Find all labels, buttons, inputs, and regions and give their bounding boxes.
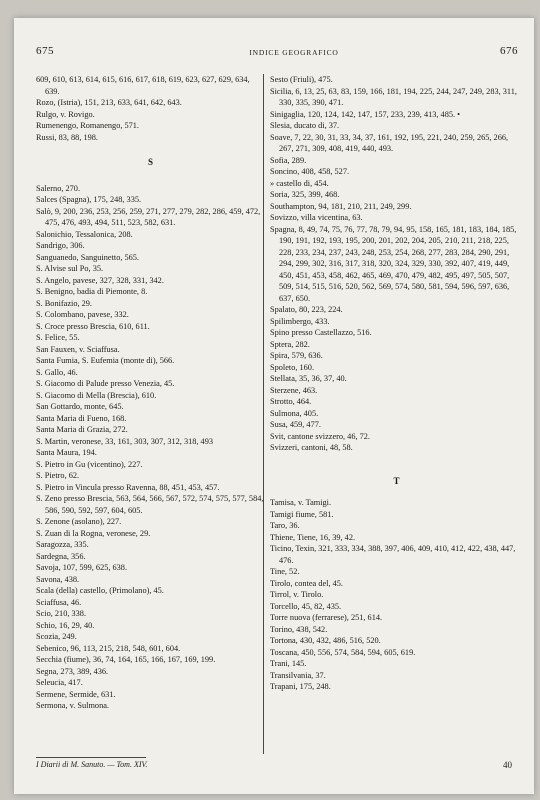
index-entry: S. Martin, veronese, 33, 161, 303, 307, 312, 318, 493 [36, 436, 213, 446]
index-entry: Toscana, 450, 556, 574, 584, 594, 605, 619. [270, 647, 416, 657]
index-entry: Trapani, 175, 248. [270, 682, 331, 691]
index-entry: Sebenico, 96, 113, 215, 218, 548, 601, 604. [36, 643, 181, 653]
page-number-right: 676 [500, 45, 518, 57]
index-entry: Spagna, 8, 49, 74, 75, 76, 77, 78, 79, 94, 95, 158, 165, 181, 183, 184, 185, 190, 191, 192, 193, 195, 200, 201, 202, 204, 205, 210, 211, 218, 225, 228, 233, 234, 237, 243, 248, 253, 254, 268, 277, 283, 284, 290, 291, 294, 299, 302, 316, 317, 318, 320, 324, 329, 330, 392, 407, 419, 449, 450, 451, 453, 458, 462, 465, 469, 470, 479, 482, 495, 497, 505, 507, 509, 514, 515, 516, 520, 562, 569, 574, 580, 581, 594, 596, 597, 636, 637, 650. [270, 224, 517, 303]
index-entry: Sicilia, 6, 13, 25, 63, 83, 159, 166, 181, 194, 225, 244, 247, 249, 283, 311, 330, 335, 390, 471. [270, 86, 517, 107]
index-entry: Sandrigo, 306. [36, 241, 85, 250]
index-entry: San Gottardo, monte, 645. [36, 402, 124, 411]
index-entry: San Fauxen, v. Sciaffusa. [36, 344, 120, 354]
index-entry: S. Gallo, 46. [36, 367, 78, 377]
index-entry: Sterzene, 463. [270, 385, 318, 395]
index-entry: S. Benigno, badia di Piemonte, 8. [36, 287, 148, 296]
index-entry: S. Pietro in Vincula presso Ravenna, 88, 451, 453, 457. [36, 482, 220, 492]
index-entry: » castello di, 454. [270, 178, 329, 188]
index-entry: Tamigi fiume, 581. [270, 509, 334, 519]
footer-note: I Diarii di M. Sanuto. — Tom. XIV. [36, 760, 148, 769]
section-letter: T [393, 475, 401, 486]
running-title: INDICE GEOGRAFICO [249, 48, 339, 57]
index-entry: Strotto, 464. [270, 397, 312, 406]
index-entry: Tine, 52. [270, 567, 300, 576]
index-entry: Torino, 438, 542. [270, 624, 328, 634]
index-column-right [270, 74, 524, 693]
index-entry: Tirolo, contea del, 45. [270, 578, 343, 588]
index-entry: Santa Maura, 194. [36, 448, 97, 457]
index-entry: Sardegna, 356. [36, 551, 86, 561]
index-entry: Torre nuova (ferrarese), 251, 614. [270, 613, 383, 622]
index-entry: Soria, 325, 399, 468. [270, 190, 340, 199]
index-entry: Ticino, Texin, 321, 333, 334, 388, 397, 406, 409, 410, 412, 422, 438, 447, 476. [270, 544, 516, 565]
index-entry: Russi, 83, 88, 198. [36, 132, 99, 142]
index-entry: Scala (della) castello, (Primolano), 45. [36, 586, 164, 595]
index-entry: Santa Fumia, S. Eufemia (monte di), 566. [36, 356, 175, 365]
index-entry: Sanguanedo, Sanguinetto, 565. [36, 252, 140, 262]
index-entry: Stellata, 35, 36, 37, 40. [270, 374, 347, 383]
index-entry: Spira, 579, 636. [270, 351, 323, 360]
index-entry: S. Croce presso Brescia, 610, 611. [36, 321, 150, 331]
index-entry: Seleucia, 417. [36, 678, 83, 687]
index-entry: Savoja, 107, 599, 625, 638. [36, 563, 128, 572]
index-entry: S. Colombano, pavese, 332. [36, 310, 129, 319]
index-entry: S. Bonifazio, 29. [36, 298, 92, 308]
index-entry: Tirrol, v. Tirolo. [270, 590, 324, 599]
index-entry: Sofia, 289. [270, 155, 307, 165]
index-entry: 609, 610, 613, 614, 615, 616, 617, 618, 619, 623, 627, 629, 634, 639. [36, 75, 250, 96]
index-entry: Thiene, Tiene, 16, 39, 42. [270, 532, 356, 542]
index-entry: Soave, 7, 22, 30, 31, 33, 34, 37, 161, 192, 195, 221, 240, 259, 265, 266, 267, 271, 309, 408, 419, 440, 493. [270, 132, 509, 153]
index-entry: Sermene, Sermide, 631. [36, 689, 116, 699]
index-entry: Rozo, (Istria), 151, 213, 633, 641, 642, 643. [36, 98, 182, 107]
index-entry: Santa Maria di Grazia, 272. [36, 425, 128, 434]
index-entry: Santa Maria di Fueno, 168. [36, 413, 127, 423]
index-entry: Secchia (fiume), 36, 74, 164, 165, 166, 167, 169, 199. [36, 655, 216, 664]
index-entry: S. Giacomo di Mella (Brescia), 610. [36, 390, 157, 400]
index-entry: S. Pietro, 62. [36, 471, 80, 480]
index-entry: Sovizzo, villa vicentina, 63. [270, 213, 363, 222]
index-entry: Sciaffusa, 46. [36, 597, 82, 607]
index-entry: Svizzeri, cantoni, 48, 58. [270, 443, 353, 452]
index-entry: S. Alvise sul Po, 35. [36, 264, 104, 273]
index-entry: Slesia, ducato di, 37. [270, 121, 340, 130]
index-entry: S. Zeno presso Brescia, 563, 564, 566, 567, 572, 574, 575, 577, 584, 586, 590, 592, 597, 604, 605. [36, 494, 264, 515]
index-entry: Svit, cantone svizzero, 46, 72. [270, 431, 371, 441]
section-letter: S [147, 157, 154, 167]
index-entry: S. Zuan di la Rogna, veronese, 29. [36, 528, 151, 538]
index-entry: S. Felice, 55. [36, 333, 80, 342]
index-entry: S. Giacomo di Palude presso Venezia, 45. [36, 379, 175, 388]
signature-mark: 40 [503, 760, 512, 770]
index-entry: Rumenengo, Romanengo, 571. [36, 121, 140, 130]
index-entry: Sptera, 282. [270, 339, 310, 349]
index-entry: Segna, 273, 389, 436. [36, 666, 109, 676]
footer-rule [36, 757, 146, 758]
index-entry: Southampton, 94, 181, 210, 211, 249, 299. [270, 201, 412, 211]
index-entry: Spino presso Castellazzo, 516. [270, 328, 372, 337]
index-entry: Scozia, 249. [36, 632, 77, 641]
index-entry: Sermona, v. Sulmona. [36, 701, 109, 710]
index-entry: Savona, 438. [36, 574, 80, 584]
index-entry: Schio, 16, 29, 40. [36, 620, 95, 630]
index-entry: Salerno, 270. [36, 183, 81, 193]
index-entry: S. Angelo, pavese, 327, 328, 331, 342. [36, 275, 164, 285]
index-entry: Scio, 210, 338. [36, 609, 87, 618]
index-entry: Susa, 459, 477. [270, 420, 321, 429]
column-divider [263, 74, 264, 754]
index-entry: Torcello, 45, 82, 435. [270, 601, 342, 611]
index-entry: Trani, 145. [270, 659, 307, 668]
index-entry: Tortona, 430, 432, 486, 516, 520. [270, 636, 381, 645]
index-entry: Rulgo, v. Rovigo. [36, 109, 95, 119]
index-entry: Saragozza, 335. [36, 540, 89, 549]
index-entry: Salò, 9, 200, 236, 253, 256, 259, 271, 277, 279, 282, 286, 459, 472, 475, 476, 493, 494, 511, 523, 582, 631. [36, 206, 261, 227]
index-page [14, 18, 534, 794]
index-column-left [36, 74, 266, 712]
index-entry: Sinigaglia, 120, 124, 142, 147, 157, 233, 239, 413, 485. • [270, 109, 461, 119]
index-entry: Sesto (Friuli), 475. [270, 75, 333, 84]
index-entry: Sulmona, 405. [270, 408, 319, 418]
index-entry: Spilimbergo, 433. [270, 316, 330, 326]
index-entry: Salces (Spagna), 175, 248, 335. [36, 195, 142, 204]
index-entry: Spoleto, 160. [270, 362, 315, 372]
index-entry: Taro, 36. [270, 521, 300, 530]
index-entry: S. Zenone (asolano), 227. [36, 517, 122, 526]
index-entry: Salonichio, Tessalonica, 208. [36, 229, 133, 239]
index-entry: Spalato, 80, 223, 224. [270, 305, 343, 314]
index-entry: Transilvania, 37. [270, 670, 326, 680]
page-number-left: 675 [36, 45, 54, 57]
index-entry: Soncino, 408, 458, 527. [270, 167, 350, 176]
index-entry: Tamisa, v. Tamigi. [270, 498, 332, 507]
index-entry: S. Pietro in Gu (vicentino), 227. [36, 459, 143, 469]
